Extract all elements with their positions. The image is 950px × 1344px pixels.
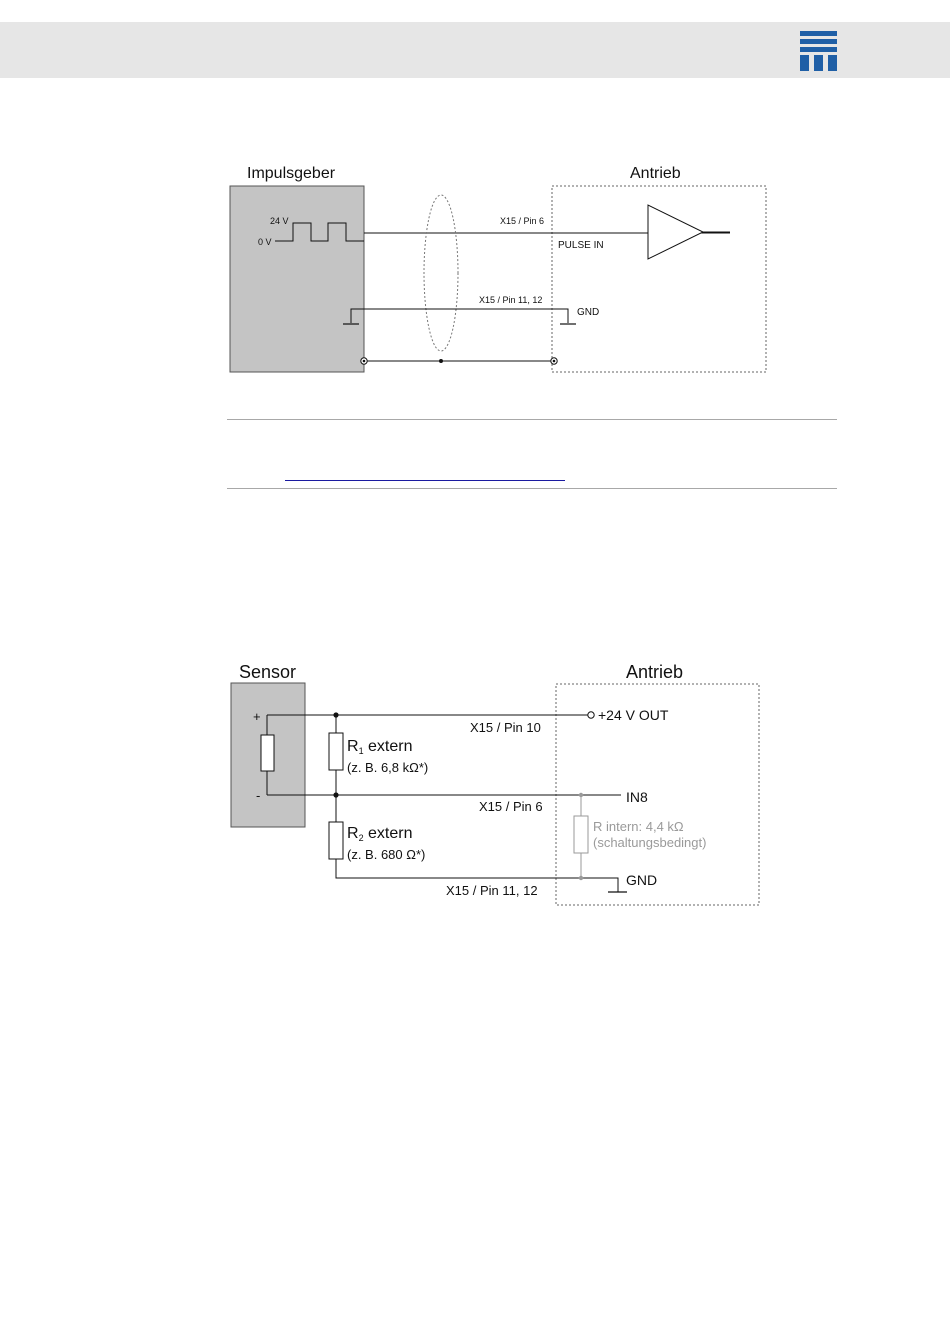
r1-label: R1 extern <box>347 738 413 756</box>
r2-value: (z. B. 680 Ω*) <box>347 847 426 862</box>
sensor-diagram <box>225 655 770 910</box>
junction-rint-top <box>579 793 583 797</box>
r-intern-label: R intern: 4,4 kΩ <box>593 819 684 834</box>
gnd-wire <box>351 309 568 323</box>
r1-value: (z. B. 6,8 kΩ*) <box>347 760 429 775</box>
minus-label: - <box>256 788 261 803</box>
impulsgeber-title: Impulsgeber <box>247 165 336 182</box>
level-low-label: 0 V <box>258 237 272 247</box>
gnd-label: GND <box>626 872 658 888</box>
sensor-resistor <box>261 735 274 771</box>
level-high-label: 24 V <box>270 216 289 226</box>
note-link-underline[interactable] <box>285 480 565 481</box>
sensor-title: Sensor <box>239 662 297 682</box>
r1-resistor <box>329 733 343 770</box>
pulse-generator-diagram <box>225 155 775 380</box>
impulsgeber-box <box>230 186 364 372</box>
pin-signal-label: X15 / Pin 6 <box>479 799 543 814</box>
company-logo <box>800 31 837 71</box>
supply-terminal <box>588 712 594 718</box>
plus-label: + <box>253 709 261 724</box>
pin-signal-label: X15 / Pin 6 <box>500 216 545 226</box>
antrieb-title: Antrieb <box>626 662 684 682</box>
r2-label: R2 extern <box>347 825 413 843</box>
input-label: IN8 <box>626 789 648 805</box>
note-box <box>227 419 837 489</box>
pin-gnd-label: X15 / Pin 11, 12 <box>479 295 543 305</box>
shield-junction <box>439 359 443 363</box>
r2-resistor <box>329 822 343 859</box>
input-buffer-symbol <box>648 205 703 259</box>
junction-supply <box>333 712 338 717</box>
pulse-in-label: PULSE IN <box>558 240 604 251</box>
cable-shield <box>424 195 458 351</box>
junction-signal <box>333 792 338 797</box>
gnd-label: GND <box>577 307 600 318</box>
supply-label: +24 V OUT <box>598 707 669 723</box>
r-intern-note: (schaltungsbedingt) <box>593 835 707 850</box>
r-intern-resistor <box>574 816 588 853</box>
pin-supply-label: X15 / Pin 10 <box>470 720 541 735</box>
antrieb-title: Antrieb <box>630 165 681 182</box>
pin-gnd-label: X15 / Pin 11, 12 <box>446 883 538 898</box>
junction-rint-bottom <box>579 876 583 880</box>
